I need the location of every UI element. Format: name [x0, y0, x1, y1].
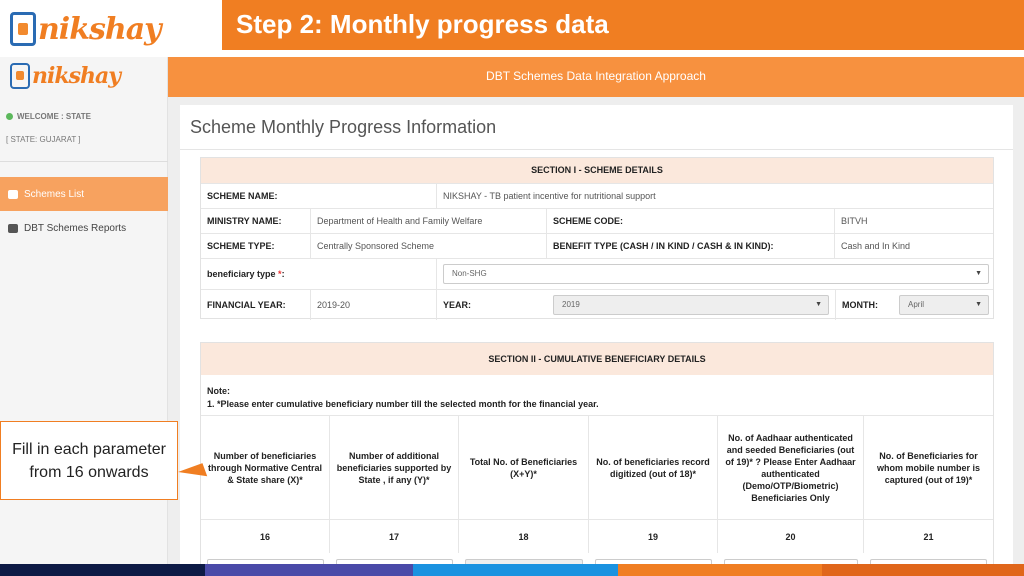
scheme-type-value: Centrally Sponsored Scheme [311, 234, 547, 258]
welcome-text: WELCOME : STATE [6, 112, 91, 121]
financial-year-value: 2019-20 [311, 290, 437, 320]
reports-icon [8, 224, 18, 233]
column-number: 16 [201, 519, 330, 553]
sidebar-item-label: DBT Schemes Reports [24, 222, 127, 234]
nikshay-logo-icon [10, 63, 30, 89]
beneficiary-type-label: beneficiary type * : [201, 259, 437, 289]
list-icon [8, 190, 18, 199]
column-header: Number of beneficiaries through Normative Central & State share (X)* [201, 415, 330, 519]
slide-logo-text: nikshay [38, 11, 161, 47]
section-heading: SECTION I - SCHEME DETAILS [201, 158, 993, 183]
financial-year-row [201, 289, 993, 320]
section-cumulative-beneficiary [200, 342, 994, 565]
footer-stripe-dark-orange [822, 564, 1024, 576]
scheme-name-label: SCHEME NAME: [201, 184, 437, 208]
title-divider [180, 149, 1013, 150]
sidebar-item-schemes-list[interactable] [0, 177, 168, 211]
column-number: 18 [459, 519, 589, 553]
month-label: MONTH: [835, 290, 899, 320]
month-select[interactable]: April ▼ [899, 295, 989, 315]
sidebar-item-label: Schemes List [24, 188, 85, 200]
footer-stripe-purple [205, 564, 413, 576]
chevron-down-icon: ▼ [975, 270, 982, 277]
scheme-code-label: SCHEME CODE: [547, 209, 835, 233]
online-status-icon [6, 113, 13, 120]
column-header: No. of Aadhaar authenticated and seeded Beneficiaries (out of 19)* ? Please Enter Aadhaar authenticated (Demo/OTP/Biometric) Beneficiaries Only [718, 415, 864, 519]
nikshay-logo-icon [10, 12, 36, 46]
section-scheme-details [200, 157, 994, 319]
column-header: No. of Beneficiaries for whom mobile number is captured (out of 19)* [864, 415, 993, 519]
beneficiary-type-select[interactable]: Non-SHG ▼ [443, 264, 989, 284]
footer-stripe-navy [0, 564, 205, 576]
state-label: [ STATE: GUJARAT ] [6, 135, 81, 144]
column-number: 17 [330, 519, 459, 553]
chevron-down-icon: ▼ [975, 301, 982, 308]
chevron-down-icon: ▼ [815, 301, 822, 308]
column-header: Number of additional beneficiaries supported by State , if any (Y)* [330, 415, 459, 519]
section-heading: SECTION II - CUMULATIVE BENEFICIARY DETAILS [201, 343, 993, 375]
scheme-name-value: NIKSHAY - TB patient incentive for nutritional support [443, 191, 656, 201]
benefit-type-label: BENEFIT TYPE (CASH / IN KIND / CASH & IN KIND): [547, 234, 835, 258]
benefit-type-value: Cash and In Kind [841, 241, 911, 251]
app-logo[interactable] [10, 63, 120, 89]
app-header-title: DBT Schemes Data Integration Approach [486, 69, 706, 83]
column-number: 20 [718, 519, 864, 553]
financial-year-label: FINANCIAL YEAR: [201, 290, 311, 320]
app-header [168, 57, 1024, 97]
year-label: YEAR: [443, 300, 472, 310]
ministry-value: Department of Health and Family Welfare [311, 209, 547, 233]
ministry-label: MINISTRY NAME: [201, 209, 311, 233]
footer-stripe-orange [618, 564, 822, 576]
column-number: 19 [589, 519, 718, 553]
footer-stripe-blue [413, 564, 618, 576]
scheme-name-row [201, 183, 993, 208]
ministry-row [201, 208, 993, 233]
page-title: Scheme Monthly Progress Information [190, 117, 497, 137]
slide-logo [10, 6, 160, 52]
column-header: No. of beneficiaries record digitized (out of 18)* [589, 415, 718, 519]
scheme-type-label: SCHEME TYPE: [201, 234, 311, 258]
scheme-type-row [201, 233, 993, 258]
year-select[interactable]: 2019 ▼ [553, 295, 829, 315]
slide-title-bar [222, 0, 1024, 50]
main-content [168, 97, 1024, 564]
note-text: Note: 1. *Please enter cumulative beneficiary number till the selected month for the financial year. [207, 386, 599, 409]
beneficiary-type-row [201, 258, 993, 289]
column-number: 21 [864, 519, 993, 553]
scheme-code-value: BITVH [841, 216, 868, 226]
sidebar-divider [0, 161, 168, 162]
form-panel [180, 105, 1013, 565]
app-logo-text: nikshay [32, 63, 121, 89]
slide-title: Step 2: Monthly progress data [236, 9, 609, 39]
sidebar-item-dbt-reports[interactable] [0, 211, 168, 245]
column-header: Total No. of Beneficiaries (X+Y)* [459, 415, 589, 519]
instruction-callout: Fill in each parameter from 16 onwards [0, 421, 178, 500]
